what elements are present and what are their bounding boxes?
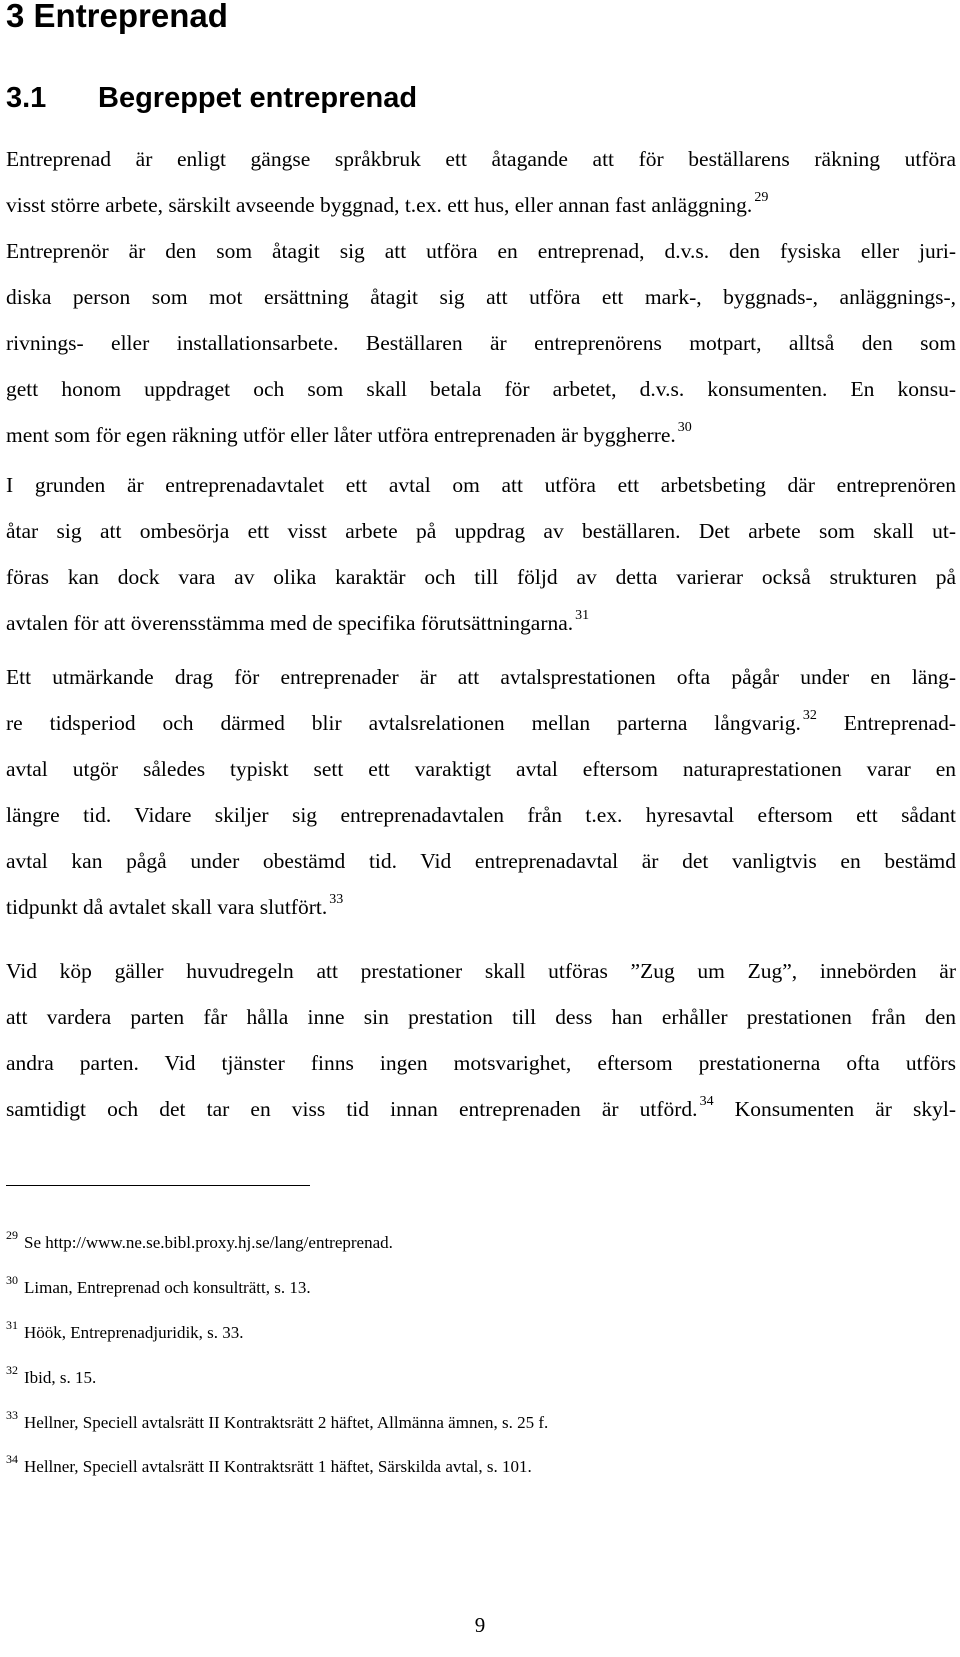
footnote-number: 30 <box>6 1273 18 1287</box>
footnote-reference: 32 <box>802 708 817 723</box>
paragraph-zug-um-zug <box>6 948 956 1132</box>
text-line: avtal utgör således typiskt sett ett varaktigt avtal eftersom naturaprestationen varar en <box>6 757 956 781</box>
footnote-number: 31 <box>6 1318 18 1332</box>
footnote-33 <box>6 1408 549 1434</box>
footnote-text: Hellner, Speciell avtalsrätt II Kontraktsrätt 2 häftet, Allmänna ämnen, s. 25 f. <box>24 1413 549 1432</box>
text-line-content: tidpunkt då avtalet skall vara slutfört. <box>6 895 328 919</box>
text-line: föras kan dock vara av olika karaktär och till följd av detta varierar också strukturen på <box>6 565 956 589</box>
text-line-content: Konsumenten är skyl- <box>734 1097 956 1121</box>
footnote-number: 34 <box>6 1452 18 1466</box>
text-line <box>6 600 956 646</box>
footnote-34 <box>6 1452 532 1478</box>
footnote-number: 32 <box>6 1363 18 1377</box>
text-line: åtar sig att ombesörja ett visst arbete på uppdrag av beställaren. Det arbete som skall ut- <box>6 519 956 543</box>
section-heading <box>6 80 417 116</box>
text-line: diska person som mot ersättning åtagit sig att utföra ett mark-, byggnads-, anläggnings-, <box>6 285 956 309</box>
text-line: Ett utmärkande drag för entreprenader är att avtalsprestationen ofta pågår under en läng- <box>6 665 956 689</box>
footnote-29 <box>6 1228 393 1254</box>
footnote-32 <box>6 1363 97 1389</box>
text-line-content: re tidsperiod och därmed blir avtalsrelationen mellan parterna långvarig. <box>6 711 801 735</box>
text-line-content: ment som för egen räkning utför eller låter utföra entreprenaden är byggherre. <box>6 423 676 447</box>
footnote-reference: 31 <box>575 608 590 623</box>
text-line-content: Entreprenad- <box>843 711 956 735</box>
footnote-text: Höök, Entreprenadjuridik, s. 33. <box>24 1323 244 1342</box>
footnote-text: Ibid, s. 15. <box>24 1368 97 1387</box>
footnote-30 <box>6 1273 311 1299</box>
text-line <box>6 1086 956 1132</box>
text-line: längre tid. Vidare skiljer sig entreprenadavtalen från t.ex. hyresavtal eftersom ett sådant <box>6 803 956 827</box>
text-line: I grunden är entreprenadavtalet ett avtal om att utföra ett arbetsbeting där entreprenören <box>6 473 956 497</box>
text-line-content: visst större arbete, särskilt avseende byggnad, t.ex. ett hus, eller annan fast anläggning. <box>6 193 753 217</box>
paragraph-entreprenad-definition <box>6 136 956 458</box>
footnote-number: 29 <box>6 1228 18 1242</box>
page-number: 9 <box>474 1613 486 1637</box>
footnote-reference: 30 <box>677 420 692 435</box>
text-line: Entreprenör är den som åtagit sig att utföra en entreprenad, d.v.s. den fysiska eller juri- <box>6 239 956 263</box>
text-line: att vardera parten får hålla inne sin prestation till dess han erhåller prestationen från den <box>6 1005 956 1029</box>
text-line <box>6 700 956 746</box>
text-line: gett honom uppdraget och som skall betala för arbetet, d.v.s. konsumenten. En konsu- <box>6 377 956 401</box>
text-line-content: samtidigt och det tar en viss tid innan entreprenaden är utförd. <box>6 1097 698 1121</box>
text-line <box>6 182 956 228</box>
section-number: 3.1 <box>6 82 47 114</box>
footnote-text: Liman, Entreprenad och konsulträtt, s. 13. <box>24 1278 311 1297</box>
text-line: avtal kan pågå under obestämd tid. Vid entreprenadavtal är det vanligtvis en bestämd <box>6 849 956 873</box>
chapter-heading: 3 Entreprenad <box>6 0 228 34</box>
text-line: Entreprenad är enligt gängse språkbruk ett åtagande att för beställarens räkning utföra <box>6 147 956 171</box>
footnote-31 <box>6 1318 244 1344</box>
footnote-text: Se http://www.ne.se.bibl.proxy.hj.se/lang/entreprenad. <box>24 1233 393 1252</box>
footnote-reference: 29 <box>754 190 769 205</box>
text-line: Vid köp gäller huvudregeln att prestationer skall utföras ”Zug um Zug”, innebörden är <box>6 959 956 983</box>
text-line: andra parten. Vid tjänster finns ingen motsvarighet, eftersom prestationerna ofta utförs <box>6 1051 956 1075</box>
footnote-number: 33 <box>6 1408 18 1422</box>
text-line-content: avtalen för att överensstämma med de specifika förutsättningarna. <box>6 611 574 635</box>
paragraph-utmarkande-drag <box>6 654 956 930</box>
footnote-separator <box>6 1185 310 1186</box>
footnote-reference: 33 <box>329 892 344 907</box>
footnote-text: Hellner, Speciell avtalsrätt II Kontraktsrätt 1 häftet, Särskilda avtal, s. 101. <box>24 1457 532 1476</box>
paragraph-entreprenadavtal-grund <box>6 462 956 646</box>
section-title-text: Begreppet entreprenad <box>98 82 418 114</box>
text-line: rivnings- eller installationsarbete. Beställaren är entreprenörens motpart, alltså den som <box>6 331 956 355</box>
text-line <box>6 884 956 930</box>
footnote-reference: 34 <box>699 1094 714 1109</box>
text-line <box>6 412 956 458</box>
